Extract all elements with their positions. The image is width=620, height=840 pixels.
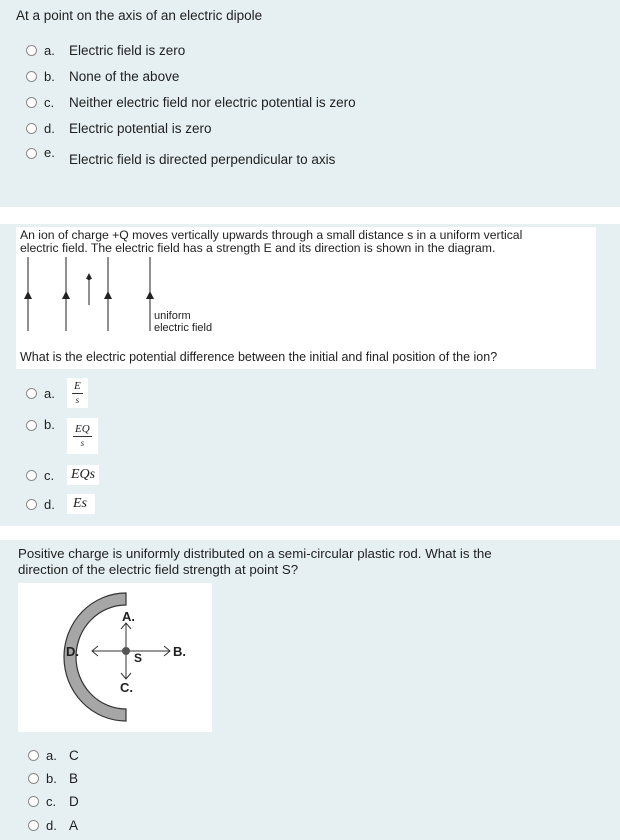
q2-option-b[interactable] bbox=[26, 416, 98, 456]
option-letter: c. bbox=[44, 467, 55, 483]
question-2-content-box bbox=[16, 227, 596, 369]
radio-button[interactable] bbox=[26, 470, 37, 481]
option-text: A bbox=[69, 817, 79, 833]
point-s bbox=[122, 647, 130, 655]
option-letter: d. bbox=[46, 817, 57, 833]
option-letter: a. bbox=[46, 747, 57, 763]
radio-button[interactable] bbox=[28, 796, 39, 807]
question-2-line-2: electric field. The electric field has a strength E and its direction is shown in the diagram. bbox=[20, 241, 496, 255]
question-2-panel bbox=[0, 224, 620, 526]
option-math-box: EQs bbox=[67, 465, 99, 485]
label-s: S bbox=[134, 651, 143, 665]
q1-option-a[interactable] bbox=[26, 40, 185, 60]
option-text: D bbox=[69, 793, 79, 809]
semicircle-diagram-box bbox=[18, 583, 212, 732]
option-letter: b. bbox=[44, 68, 55, 84]
radio-button[interactable] bbox=[26, 499, 37, 510]
q2-option-a[interactable] bbox=[26, 378, 88, 408]
option-letter: a. bbox=[44, 42, 55, 58]
option-letter: c. bbox=[44, 94, 55, 110]
radio-button[interactable] bbox=[28, 773, 39, 784]
radio-button[interactable] bbox=[28, 750, 39, 761]
question-2-line-1: An ion of charge +Q moves vertically upwards through a small distance s in a uniform vertical bbox=[20, 228, 523, 242]
option-text: None of the above bbox=[69, 68, 180, 84]
label-b: B. bbox=[173, 644, 186, 659]
option-letter: c. bbox=[46, 793, 57, 809]
radio-button[interactable] bbox=[26, 388, 37, 399]
option-math-box: Es bbox=[67, 494, 95, 514]
q2-option-d[interactable] bbox=[26, 492, 95, 516]
q3-option-b[interactable] bbox=[28, 768, 78, 788]
option-text: Neither electric field nor electric potential is zero bbox=[69, 94, 356, 110]
numerator: E bbox=[74, 380, 81, 392]
q1-option-b[interactable] bbox=[26, 66, 179, 86]
label-a: A. bbox=[122, 609, 135, 624]
q3-option-c[interactable] bbox=[28, 791, 79, 811]
question-3-panel bbox=[0, 540, 620, 840]
numerator: EQ bbox=[75, 423, 90, 435]
option-letter: d. bbox=[44, 120, 55, 136]
option-letter: e. bbox=[44, 145, 55, 160]
question-3-line-1: Positive charge is uniformly distributed on a semi-circular plastic rod. What is the bbox=[18, 546, 492, 561]
option-text: Electric field is zero bbox=[69, 42, 186, 58]
option-math-box bbox=[67, 378, 88, 408]
option-text: Electric potential is zero bbox=[69, 120, 212, 136]
label-c: C. bbox=[120, 680, 133, 695]
denominator: s bbox=[75, 395, 80, 405]
option-letter: b. bbox=[44, 417, 55, 432]
option-math-box bbox=[67, 418, 98, 454]
question-2-subquestion: What is the electric potential difference between the initial and final position of the ion? bbox=[20, 350, 498, 364]
radio-button[interactable] bbox=[26, 97, 37, 108]
radio-button[interactable] bbox=[26, 148, 37, 159]
ion-dot bbox=[87, 276, 91, 280]
radio-button[interactable] bbox=[28, 820, 39, 831]
question-1-text: At a point on the axis of an electric dipole bbox=[16, 8, 263, 23]
fraction bbox=[73, 424, 92, 448]
fraction bbox=[72, 381, 83, 405]
radio-button[interactable] bbox=[26, 71, 37, 82]
question-1-panel bbox=[0, 0, 620, 207]
question-3-line-2: direction of the electric field strength at point S? bbox=[18, 562, 299, 577]
q3-option-a[interactable] bbox=[28, 745, 79, 765]
denominator: s bbox=[80, 438, 85, 448]
radio-button[interactable] bbox=[26, 420, 37, 431]
radio-button[interactable] bbox=[26, 123, 37, 134]
option-letter: a. bbox=[44, 385, 55, 401]
option-text: C bbox=[69, 747, 79, 763]
q2-option-c[interactable] bbox=[26, 463, 99, 487]
q1-option-e[interactable] bbox=[26, 144, 335, 174]
q3-option-d[interactable] bbox=[28, 815, 78, 835]
option-text: B bbox=[69, 770, 79, 786]
radio-button[interactable] bbox=[26, 45, 37, 56]
q1-option-c[interactable] bbox=[26, 92, 356, 112]
q1-option-d[interactable] bbox=[26, 118, 212, 138]
diagram-label-uniform: uniform bbox=[154, 310, 191, 322]
diagram-label-electric-field: electric field bbox=[154, 322, 213, 334]
option-letter: d. bbox=[44, 496, 55, 512]
option-letter: b. bbox=[46, 770, 57, 786]
label-d: D. bbox=[66, 644, 79, 659]
option-text: Electric field is directed perpendicular to axis bbox=[69, 152, 336, 167]
